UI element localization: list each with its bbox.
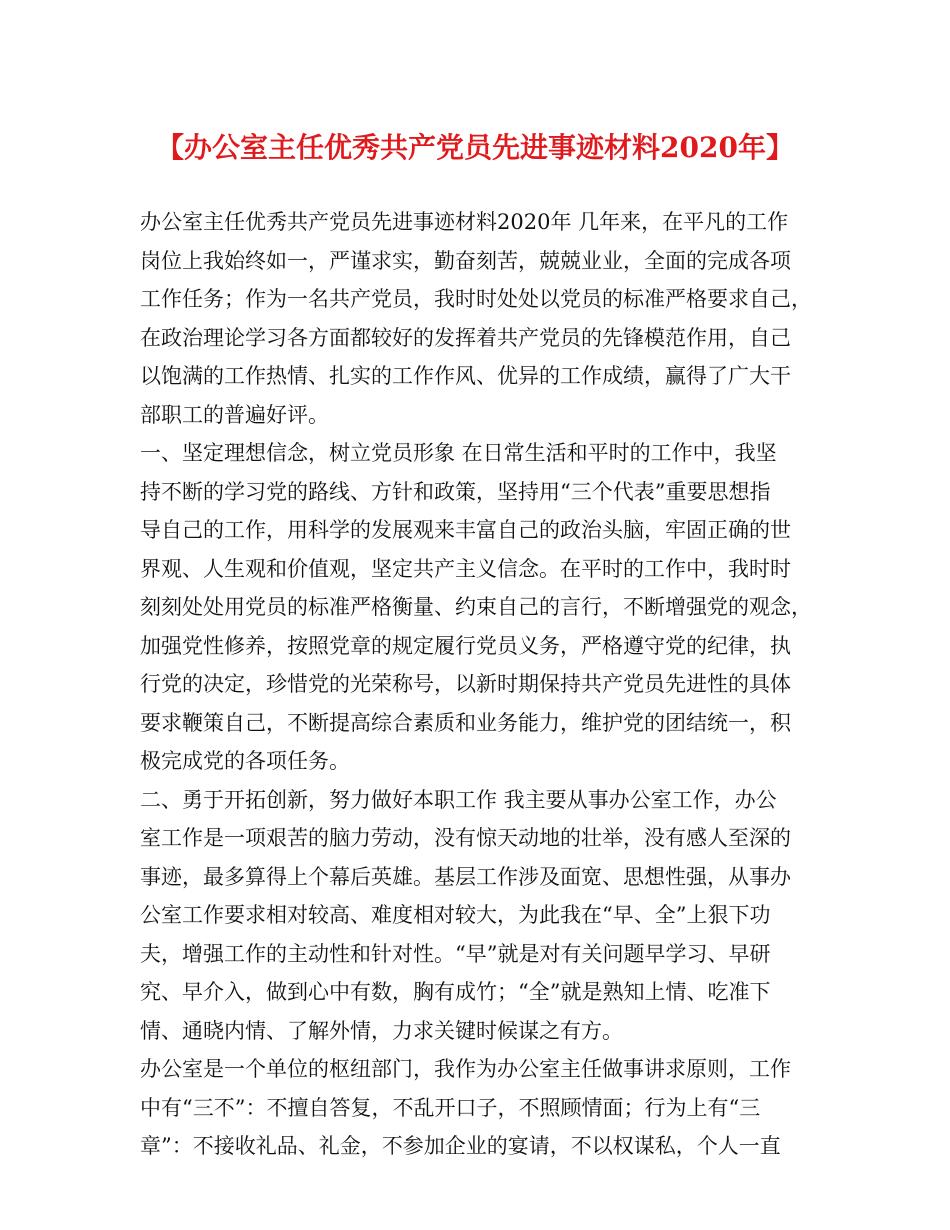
body-line: 章”：不接收礼品、礼金，不参加企业的宴请，不以权谋私，个人一直 <box>140 1134 781 1158</box>
body-line: 事迹，最多算得上个幕后英雄。基层工作涉及面宽、思想性强，从事办 <box>140 864 791 889</box>
body-line: 部职工的普遍好评。 <box>140 402 329 427</box>
body-line: 界观、人生观和价值观，坚定共产主义信念。在平时的工作中，我时时 <box>140 556 791 581</box>
body-line: 夫，增强工作的主动性和针对性。“早”就是对有关问题早学习、早研 <box>140 941 771 966</box>
body-line: 刻刻处处用党员的标准严格衡量、约束自己的言行，不断增强党的观念， <box>140 595 812 619</box>
body-line: 中有“三不”：不擅自答复，不乱开口子，不照顾情面；行为上有“三 <box>140 1095 761 1120</box>
document-title: 【办公室主任优秀共产党员先进事迹材料2020年】 <box>156 131 794 164</box>
document-body <box>140 203 812 1166</box>
body-line: 办公室主任优秀共产党员先进事迹材料2020年 几年来，在平凡的工作 <box>140 210 789 234</box>
body-line: 导自己的工作，用科学的发展观来丰富自己的政治头脑，牢固正确的世 <box>140 518 791 542</box>
body-line: 加强党性修养，按照党章的规定履行党员义务，严格遵守党的纪律，执 <box>140 633 791 658</box>
body-line: 究、早介入，做到心中有数，胸有成竹；“全”就是熟知上情、吃准下 <box>140 980 771 1004</box>
body-line: 以饱满的工作热情、扎实的工作作风、优异的工作成绩，赢得了广大干 <box>140 364 791 388</box>
body-line: 持不断的学习党的路线、方针和政策，坚持用“三个代表”重要思想指 <box>140 479 771 504</box>
body-line: 要求鞭策自己，不断提高综合素质和业务能力，维护党的团结统一，积 <box>140 710 791 735</box>
body-line: 一、坚定理想信念，树立党员形象 在日常生活和平时的工作中，我坚 <box>140 441 777 465</box>
body-line: 办公室是一个单位的枢纽部门，我作为办公室主任做事讲求原则，工作 <box>140 1057 791 1081</box>
body-line: 在政治理论学习各方面都较好的发挥着共产党员的先锋模范作用，自己 <box>140 325 791 350</box>
body-line: 二、勇于开拓创新，努力做好本职工作 我主要从事办公室工作，办公 <box>140 787 777 812</box>
body-line: 室工作是一项艰苦的脑力劳动，没有惊天动地的壮举，没有感人至深的 <box>140 826 791 850</box>
body-line: 情、通晓内情、了解外情，力求关键时候谋之有方。 <box>140 1018 623 1043</box>
body-line: 工作任务；作为一名共产党员，我时时处处以党员的标准严格要求自己， <box>140 287 812 311</box>
body-line: 公室工作要求相对较高、难度相对较大，为此我在“早、全”上狠下功 <box>140 903 771 927</box>
body-line: 极完成党的各项任务。 <box>140 749 350 773</box>
body-line: 岗位上我始终如一，严谨求实，勤奋刻苦，兢兢业业，全面的完成各项 <box>140 248 791 273</box>
body-line: 行党的决定，珍惜党的光荣称号，以新时期保持共产党员先进性的具体 <box>140 672 791 696</box>
